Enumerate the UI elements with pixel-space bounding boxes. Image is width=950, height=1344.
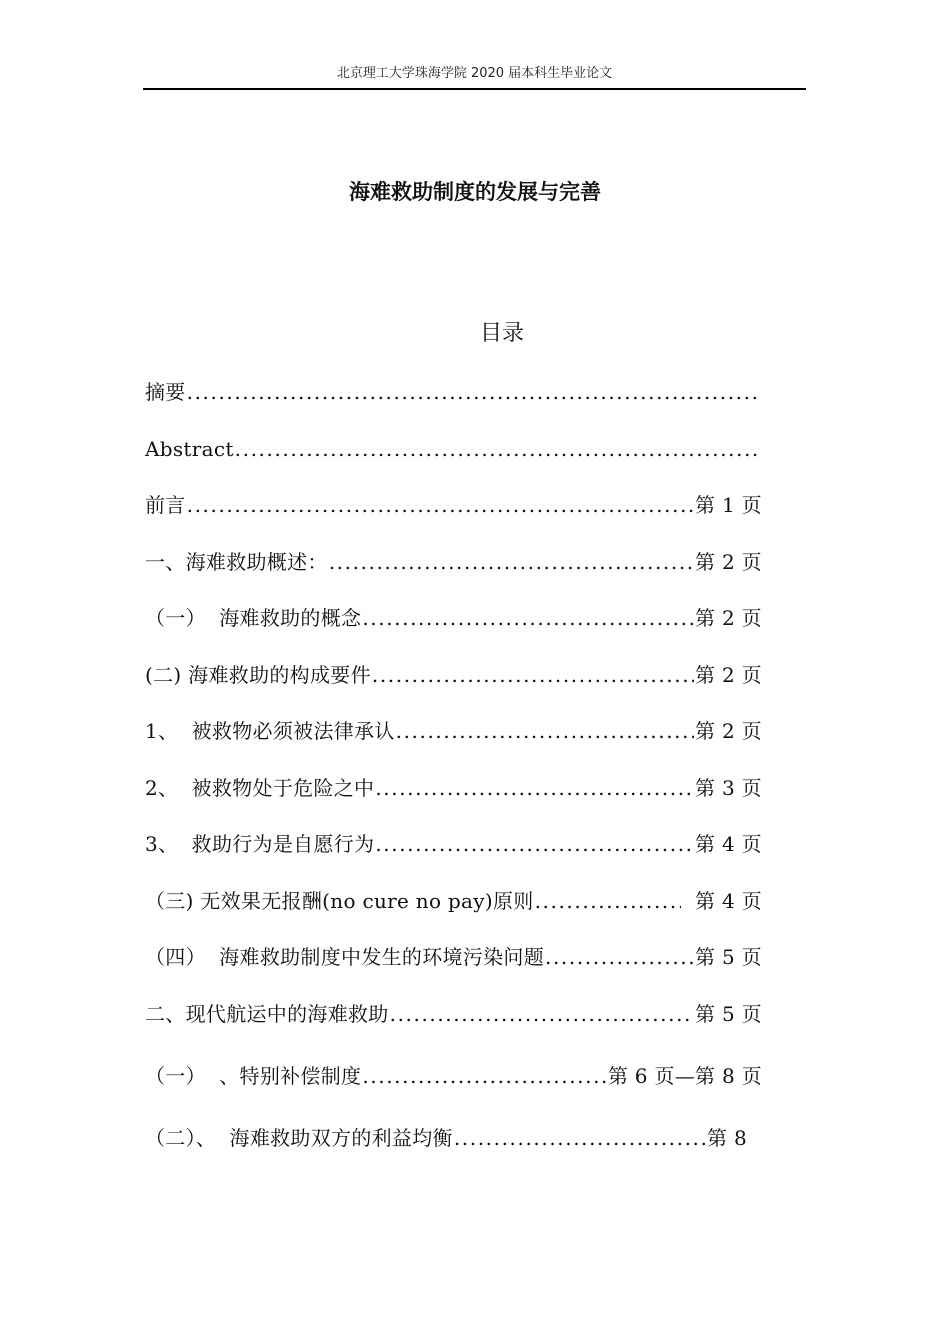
toc-entry-label: （一） 海难救助的概念 bbox=[145, 606, 362, 630]
toc-entry-section-1-4[interactable] bbox=[145, 940, 762, 974]
toc-dot-leader bbox=[396, 714, 694, 748]
toc-entry-label: 1、 被救物必须被法律承认 bbox=[145, 719, 395, 743]
toc-dot-leader bbox=[329, 545, 694, 579]
toc-entry-page: 第 2 页 bbox=[695, 719, 762, 743]
toc-entry-label: （三) 无效果无报酬(no cure no pay)原则 bbox=[145, 889, 534, 913]
toc-dot-leader bbox=[362, 601, 694, 635]
toc-entry-label: (二) 海难救助的构成要件 bbox=[145, 663, 371, 687]
toc-entry-label: 2、 被救物处于危险之中 bbox=[145, 776, 375, 800]
toc-dot-leader bbox=[454, 1121, 706, 1155]
toc-dot-leader bbox=[187, 375, 761, 409]
toc-entry-page: 第 4 页 bbox=[681, 889, 762, 913]
toc-entry-label: （二）、 海难救助双方的利益均衡 bbox=[145, 1126, 453, 1150]
toc-entry-page: 第 3 页 bbox=[695, 776, 762, 800]
toc-entry-preface[interactable] bbox=[145, 488, 762, 522]
toc-entry-page: 第 1 页 bbox=[695, 493, 762, 517]
toc-entry-label: 二、现代航运中的海难救助 bbox=[145, 1002, 389, 1026]
toc-dot-leader bbox=[390, 997, 694, 1031]
toc-dot-leader bbox=[235, 432, 761, 466]
toc-entry-section-2-2[interactable] bbox=[145, 1121, 747, 1155]
toc-dot-leader bbox=[372, 658, 694, 692]
toc-entry-page: 第 2 页 bbox=[695, 550, 762, 574]
toc-dot-leader bbox=[535, 884, 681, 918]
toc-entry-item-3[interactable] bbox=[145, 827, 762, 861]
toc-entry-section-2-1[interactable] bbox=[145, 1059, 762, 1093]
toc-entry-item-2[interactable] bbox=[145, 771, 762, 805]
toc-entry-chapter-1[interactable] bbox=[145, 545, 762, 579]
toc-entry-item-1[interactable] bbox=[145, 714, 762, 748]
toc-dot-leader bbox=[187, 488, 694, 522]
toc-entry-section-1-2[interactable] bbox=[145, 658, 762, 692]
toc-entry-section-1-3[interactable] bbox=[145, 884, 762, 918]
toc-entry-label: （一） 、特别补偿制度 bbox=[145, 1064, 362, 1088]
toc-entry-label: 前言 bbox=[145, 493, 186, 517]
toc-dot-leader bbox=[375, 771, 694, 805]
toc-entry-label: 一、海难救助概述： bbox=[145, 550, 328, 574]
toc-entry-page: 第 6 页—第 8 页 bbox=[607, 1064, 762, 1088]
toc-dot-leader bbox=[362, 1059, 606, 1093]
toc-entry-label: 3、 救助行为是自愿行为 bbox=[145, 832, 375, 856]
page-header-text: 北京理工大学珠海学院 2020 届本科生毕业论文 bbox=[336, 66, 613, 81]
toc-entry-label: 摘要 bbox=[145, 380, 186, 404]
toc-entry-page: 第 5 页 bbox=[695, 1002, 762, 1026]
toc-entry-abstract-en[interactable] bbox=[145, 432, 762, 466]
toc-entry-section-1-1[interactable] bbox=[145, 601, 762, 635]
toc-entry-chapter-2[interactable] bbox=[145, 997, 762, 1031]
toc-dot-leader bbox=[375, 827, 694, 861]
document-title: 海难救助制度的发展与完善 bbox=[349, 180, 601, 204]
toc-entry-page: 第 5 页 bbox=[695, 945, 762, 969]
toc-entry-label: （四） 海难救助制度中发生的环境污染问题 bbox=[145, 945, 545, 969]
toc-entry-abstract-cn[interactable] bbox=[145, 375, 762, 409]
toc-entry-page: 第 4 页 bbox=[695, 832, 762, 856]
toc-entry-label: Abstract bbox=[145, 437, 234, 461]
toc-entry-page: 第 2 页 bbox=[695, 606, 762, 630]
toc-entry-page: 第 8 bbox=[707, 1126, 747, 1150]
toc-heading: 目录 bbox=[479, 321, 524, 346]
toc-entry-page: 第 2 页 bbox=[695, 663, 762, 687]
toc-dot-leader bbox=[545, 940, 694, 974]
